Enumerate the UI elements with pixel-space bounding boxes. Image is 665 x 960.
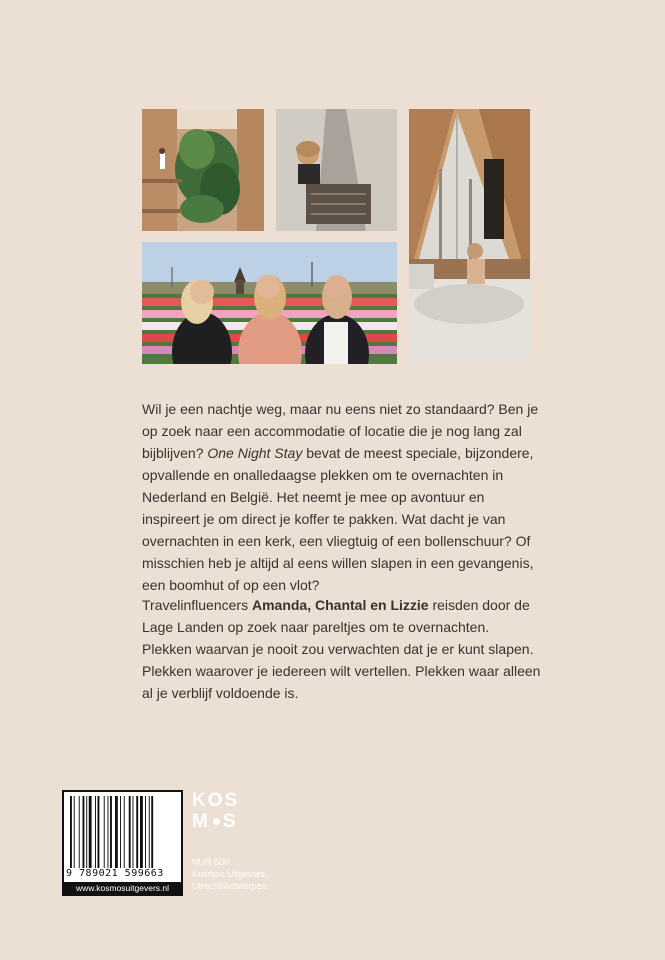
authors-text-end: reisden door de Lage Landen op zoek naar pareltjes om te overnachten. Plekken waarvan je nooit zou verwachten dat je er kunt slapen. Plekken waarover je iedereen wilt vertellen. Plekken waar alleen al je verblijf voldoende is. [142, 597, 541, 701]
kosmos-logo [192, 790, 252, 834]
authors-paragraph [142, 594, 542, 704]
authors-text-start: Travelinfluencers [142, 597, 252, 613]
isbn-barcode [62, 790, 183, 896]
publisher-info [192, 856, 268, 892]
logo-letter-m: M [192, 811, 210, 832]
author-names: Amanda, Chantal en Lizzie [251, 597, 429, 613]
photo-atrium [142, 109, 264, 231]
logo-dot [213, 818, 220, 825]
logo-letter-s: S [222, 811, 238, 832]
logo-row-top: KOS [192, 790, 240, 811]
description-text-start: Wil je een nachtje weg, maar nu eens niet zo standaard? Ben je op zoek naar een accommodatie of locatie die je nog lang zal bijblijven? [142, 401, 539, 461]
photo-stairwell [276, 109, 397, 231]
logo-row-bottom [192, 811, 252, 832]
photo-tulip-field [142, 242, 397, 364]
barcode-icon [68, 796, 178, 868]
publisher-name: Kosmos Uitgevers, [192, 869, 268, 879]
book-title: One Night Stay [207, 445, 303, 461]
description-text-end: bevat de meest speciale, bijzondere, opvallende en onalledaagse plekken om te overnachten in Nederland en België. Het neemt je mee op avontuur en inspireert je om direct je koffer te pakken. Wat dacht je van overnachten in een kerk, een vliegtuig of een bollenschuur? Of misschien heb je altijd al eens willen slapen in een gevangenis, een boomhut of op een vlot? [142, 445, 534, 593]
description-paragraph [142, 398, 542, 596]
publisher-city: Utrecht/Antwerpen [192, 881, 267, 891]
nur-code: NUR 500 [192, 857, 230, 867]
isbn-number: 9 789021 599663 [66, 868, 164, 879]
publisher-website: www.kosmosuitgevers.nl [64, 882, 181, 894]
photo-a-frame-bed [409, 109, 530, 364]
